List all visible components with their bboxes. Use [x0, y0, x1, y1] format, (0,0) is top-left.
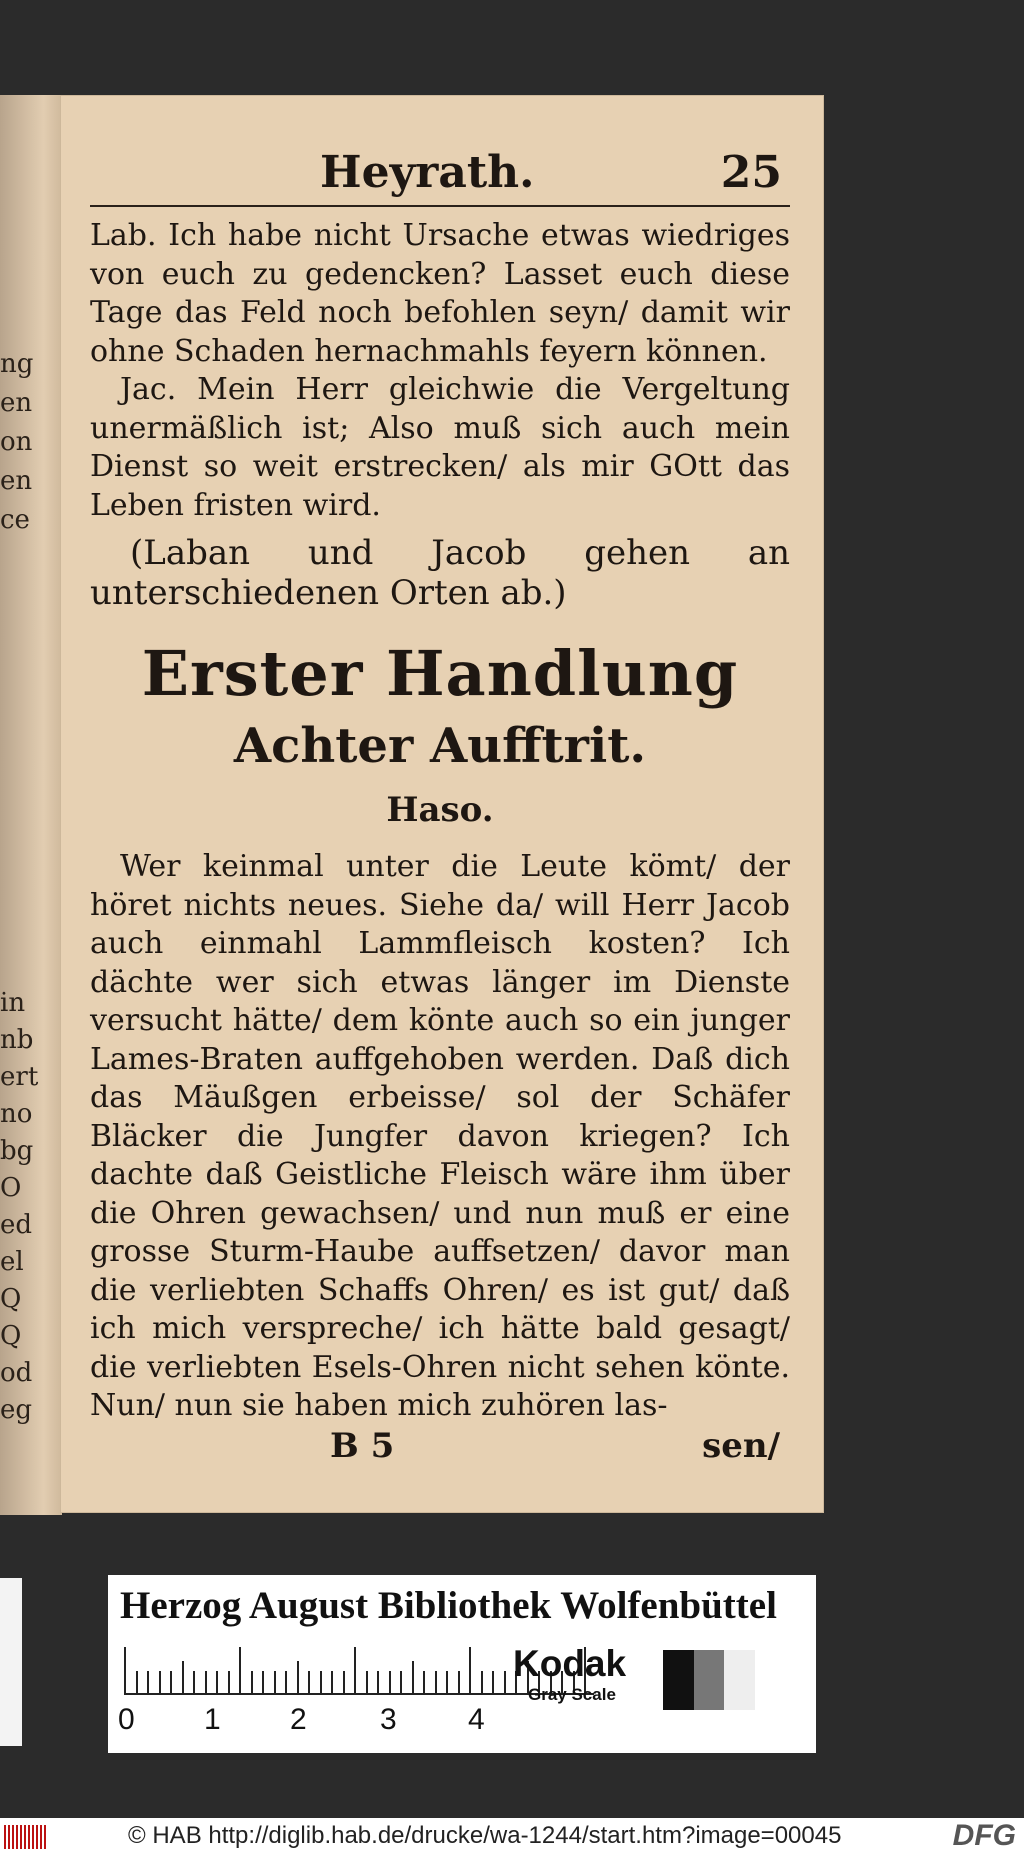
ruler-tick — [469, 1647, 471, 1693]
credit-text: © HAB http://diglib.hab.de/drucke/wa-1244/start.htm?image=00045 — [128, 1822, 842, 1849]
gray-swatch — [724, 1650, 755, 1710]
page-footer — [90, 1426, 790, 1470]
gray-swatch — [663, 1650, 694, 1710]
ruler-tick — [481, 1671, 483, 1693]
ruler-tick — [193, 1671, 195, 1693]
ruler-tick — [366, 1671, 368, 1693]
ruler-tick — [170, 1671, 172, 1693]
margin-mark: ert — [0, 1062, 39, 1092]
ruler-tick — [377, 1671, 379, 1693]
ruler-tick — [205, 1671, 207, 1693]
running-title: Heyrath. — [320, 147, 535, 198]
ruler-number: 3 — [380, 1703, 397, 1736]
library-name: Herzog August Bibliothek Wolfenbüttel — [120, 1584, 777, 1627]
ruler-tick — [297, 1661, 299, 1693]
ruler-number: 4 — [468, 1703, 485, 1736]
ruler-tick — [239, 1647, 241, 1693]
ruler-tick — [331, 1671, 333, 1693]
adjacent-page-edge — [0, 95, 62, 1515]
ruler-tick — [504, 1671, 506, 1693]
margin-mark: nb — [0, 1025, 34, 1055]
barcode-icon — [4, 1825, 46, 1849]
ruler-tick — [308, 1671, 310, 1693]
dfg-logo: DFG — [952, 1819, 1016, 1852]
ruler-tick — [400, 1671, 402, 1693]
ruler-tick — [446, 1671, 448, 1693]
ruler-number: 1 — [204, 1703, 221, 1736]
ruler-tick — [262, 1671, 264, 1693]
margin-mark: ng — [0, 349, 34, 379]
margin-mark: ce — [0, 505, 30, 535]
adjacent-page-marks-bottom — [0, 985, 39, 1429]
signature-mark: B 5 — [330, 1425, 395, 1466]
ruler-tick — [492, 1671, 494, 1693]
ruler-tick — [285, 1671, 287, 1693]
ruler-tick — [182, 1661, 184, 1693]
ruler-number: 0 — [118, 1703, 135, 1736]
page-number: 25 — [720, 147, 782, 198]
margin-mark: en — [0, 466, 33, 496]
margin-mark: bg — [0, 1136, 34, 1166]
page-text-block — [90, 147, 790, 1470]
scene-title: Achter Aufftrit. — [233, 718, 647, 774]
ruler-tick — [147, 1671, 149, 1693]
ruler-tick — [458, 1671, 460, 1693]
stage-direction: (Laban und Jacob gehen an unterschiedenen Orten ab.) — [90, 533, 790, 613]
ruler-tick — [251, 1671, 253, 1693]
ruler-tick — [228, 1671, 230, 1693]
ruler-tick — [435, 1671, 437, 1693]
margin-mark: in — [0, 988, 26, 1018]
adjacent-page-marks-top — [0, 345, 34, 540]
margin-mark: Q — [0, 1284, 22, 1314]
catchword: sen/ — [702, 1425, 780, 1466]
margin-mark: el — [0, 1247, 24, 1277]
brand-name: Kodak — [513, 1643, 627, 1684]
monologue-haso: Wer keinmal unter die Leute kömt/ der höret nichts neues. Siehe da/ will Herr Jacob auch einmahl Lammfleisch kosten? Ich dächte wer sich etwas länger im Dienste versucht hätte/ dem könte auch so ein junger Lames-Braten auffgehoben werden. Daß dich das Mäußgen erbeisse/ sol der Schäfer Bläcker die Jungfer davon kriegen? Ich dachte daß Geistliche Fleisch wäre ihm über die Ohren gewachsen/ und nun muß er eine grosse Sturm-Haube auffsetzen/ davor man die verliebten Schaffs Ohren/ es ist gut/ daß ich mich verspreche/ ich hätte bald gesagt/ die verliebten Esels-Ohren nicht sehen könte. Nun/ nun sie haben mich zuhören las- — [90, 849, 790, 1423]
ruler-tick — [389, 1671, 391, 1693]
page-header — [90, 147, 790, 207]
margin-mark: od — [0, 1358, 33, 1388]
act-title: Erster Handlung — [141, 637, 739, 710]
adjacent-color-card — [0, 1578, 22, 1746]
ruler-number: 2 — [290, 1703, 307, 1736]
brand-subtitle: Gray Scale — [528, 1685, 616, 1704]
margin-mark: O — [0, 1173, 22, 1203]
dialogue-laban: Lab. Ich habe nicht Ursache etwas wiedriges von euch zu gedencken? Lasset euch diese Tage das Feld noch befohlen seyn/ damit wir ohne Schaden hernachmahls feyern können. — [90, 218, 790, 369]
ruler-tick — [274, 1671, 276, 1693]
scale-ruler-card — [108, 1575, 816, 1753]
ruler-tick — [412, 1661, 414, 1693]
ruler-tick — [216, 1671, 218, 1693]
dialogue-jacob: Jac. Mein Herr gleichwie die Vergeltung unermäßlich ist; Also muß sich auch mein Dienst so weit erstrecken/ als mir GOtt das Leben fristen wird. — [90, 372, 790, 523]
gray-swatch — [694, 1650, 725, 1710]
margin-mark: eg — [0, 1395, 33, 1425]
margin-mark: ed — [0, 1210, 33, 1240]
book-page — [60, 95, 824, 1513]
margin-mark: Q — [0, 1321, 22, 1351]
ruler-tick — [124, 1647, 126, 1693]
ruler-tick — [343, 1671, 345, 1693]
gray-scale-swatches — [663, 1650, 755, 1710]
ruler-tick — [423, 1671, 425, 1693]
ruler-tick — [136, 1671, 138, 1693]
ruler-tick — [159, 1671, 161, 1693]
margin-mark: no — [0, 1099, 33, 1129]
credit-bar — [0, 1818, 1024, 1856]
speaker-name: Haso. — [386, 790, 494, 830]
ruler-tick — [320, 1671, 322, 1693]
margin-mark: en — [0, 388, 33, 418]
ruler-tick — [354, 1647, 356, 1693]
margin-mark: on — [0, 427, 33, 457]
